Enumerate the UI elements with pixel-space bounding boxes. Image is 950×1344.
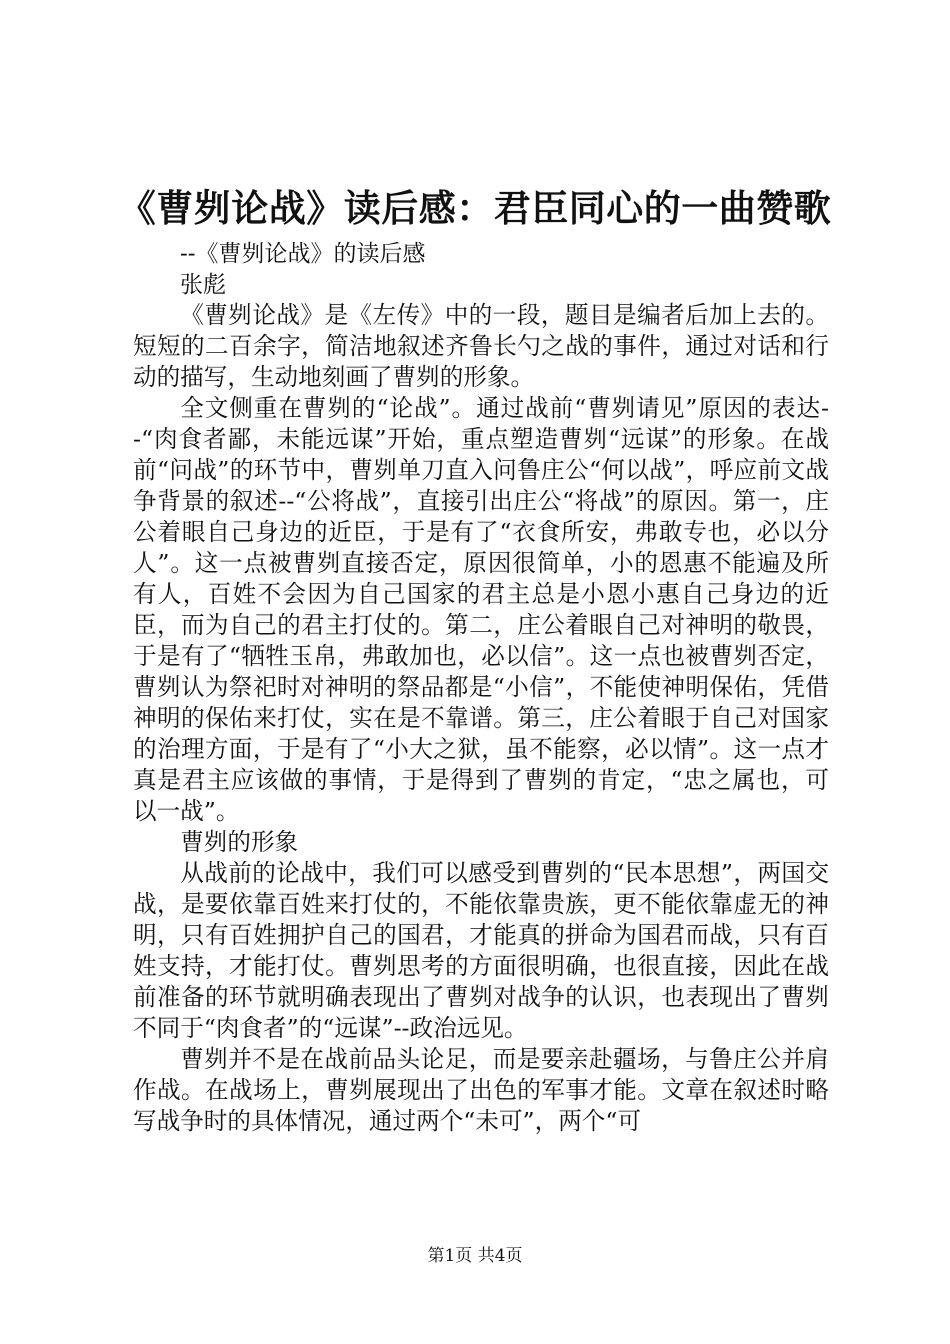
page-footer: 第1页 共4页 [427,1246,523,1266]
paragraph: 曹刿并不是在战前品头论足，而是要亲赴疆场，与鲁庄公并肩作战。在战场上，曹刿展现出了出色的军事才能。文章在叙述时略写战争时的具体情况，通过两个“未可”，两个“可 [133,1045,829,1135]
paragraph: 从战前的论战中，我们可以感受到曹刿的“民本思想”，两国交战，是要依靠百姓来打仗的，不能依靠贵族，更不能依靠虚无的神明，只有百姓拥护自己的国君，才能真的拼命为国君而战，只有百姓支持，才能打仗。曹刿思考的方面很明确，也很直接，因此在战前准备的环节就明确表现出了曹刿对战争的认识，也表现出了曹刿不同于“肉食者”的“远谋”--政治远见。 [133,859,829,1042]
document-subtitle: --《曹刿论战》的读后感 [180,241,426,267]
document-author: 张彪 [180,272,226,298]
paragraph: 《曹刿论战》是《左传》中的一段，题目是编者后加上去的。短短的二百余字，简洁地叙述齐鲁长勺之战的事件，通过对话和行动的描写，生动地刻画了曹刿的形象。 [133,301,829,391]
section-heading: 曹刿的形象 [180,828,299,856]
paragraph: 全文侧重在曹刿的“论战”。通过战前“曹刿请见”原因的表达--“肉食者鄙，未能远谋”开始，重点塑造曹刿“远谋”的形象。在战前“问战”的环节中，曹刿单刀直入问鲁庄公“何以战”，呼应前文战争背景的叙述--“公将战”，直接引出庄公“将战”的原因。第一，庄公着眼自己身边的近臣，于是有了“衣食所安，弗敢专也，必以分人”。这一点被曹刿直接否定，原因很简单，小的恩惠不能遍及所有人，百姓不会因为自己国家的君主总是小恩小惠自己身边的近臣，而为自己的君主打仗的。第二，庄公着眼自己对神明的敬畏，于是有了“牺牲玉帛，弗敢加也，必以信”。这一点也被曹刿否定，曹刿认为祭祀时对神明的祭品都是“小信”，不能使神明保佑，凭借神明的保佑来打仗，实在是不靠谱。第三，庄公着眼于自己对国家的治理方面，于是有了“小大之狱，虽不能察，必以情”。这一点才真是君主应该做的事情，于是得到了曹刿的肯定，“忠之属也，可以一战”。 [133,394,829,825]
document-title: 《曹刿论战》读后感：君臣同心的一曲赞歌 [118,186,832,230]
document-body [133,300,829,1137]
